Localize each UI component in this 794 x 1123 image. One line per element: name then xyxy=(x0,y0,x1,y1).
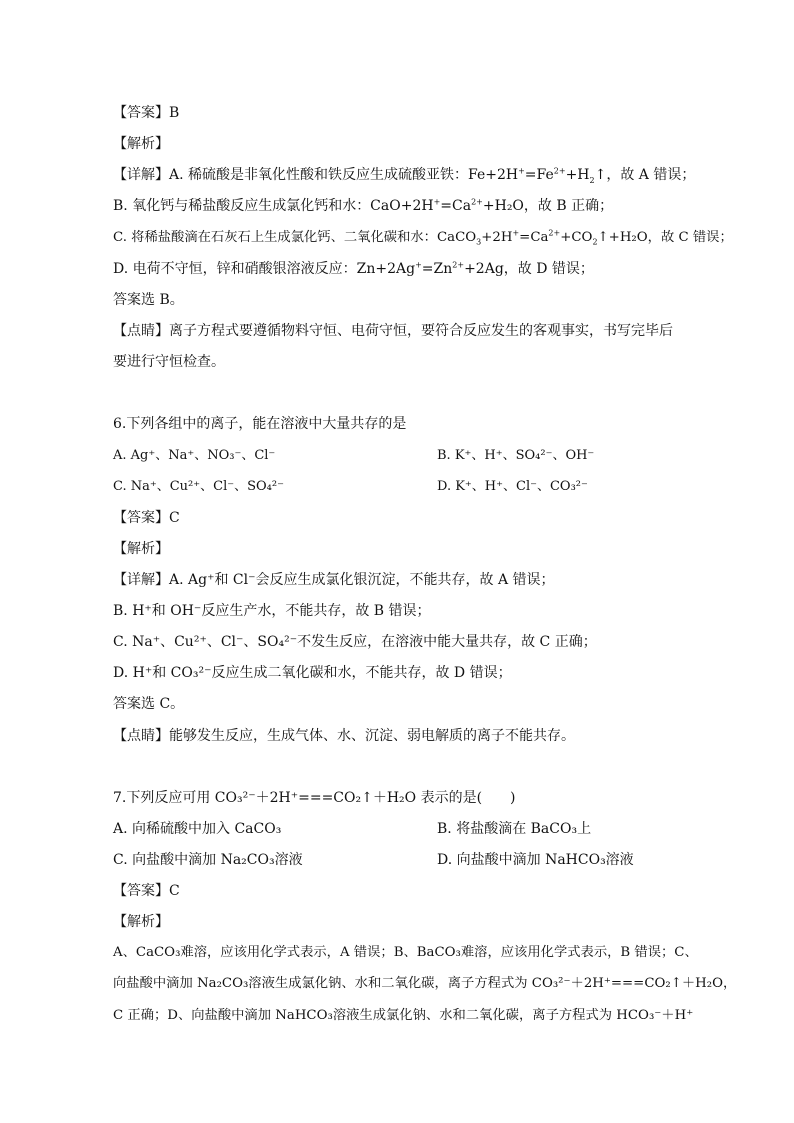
detail-text: D. 电荷不守恒，锌和硝酸银溶液反应：Zn+2Ag xyxy=(113,261,416,277)
detail-text: =Ca xyxy=(519,230,549,245)
q6-point: 【点睛】能够发生反应，生成气体、水、沉淀、弱电解质的离子不能共存。 xyxy=(113,728,575,744)
detail-text: B. 氧化钙与稀盐酸反应生成氯化钙和水：CaO+2H xyxy=(113,198,434,214)
q5-answer xyxy=(113,104,179,122)
q7-analysis-1: A、CaCO₃难溶，应该用化学式表示，A 错误；B、BaCO₃难溶，应该用化学式表示，B 错误；C、 xyxy=(113,945,698,960)
q7-answer xyxy=(113,882,180,900)
q5-detail-d: D. 电荷不守恒，锌和硝酸银溶液反应：$Zn+2Ag^+=Zn^{2+}+2Ag$，故 D 错误； xyxy=(113,260,594,277)
answer-value: B xyxy=(169,105,180,121)
answer-label: 【答案】 xyxy=(113,105,169,121)
detail-text: +2Ag，故 D 错误； xyxy=(464,261,594,277)
q6-option-b: B. K⁺、H⁺、SO₄²⁻、OH⁻ xyxy=(437,448,595,463)
detail-text: =Fe xyxy=(524,167,554,183)
q6-detail-b: B. H⁺和 OH⁻反应生产水，不能共存，故 B 错误； xyxy=(113,603,431,619)
q6-choose: 答案选 C。 xyxy=(113,696,185,712)
detail-text: +H xyxy=(565,167,590,183)
answer-label: 【答案】 xyxy=(113,883,169,899)
q7-option-c: C. 向盐酸中滴加 Na₂CO₃溶液 xyxy=(113,852,303,868)
q5-detail-c: C. 将稀盐酸滴在石灰石上生成氯化钙、二氧化碳和水：$CaCO_3+2H^+=Ca^{2+}+CO_2↑+H_2O$，故 C 错误； xyxy=(113,228,733,247)
q7-analysis-2: 向盐酸中滴加 Na₂CO₃溶液生成氯化钠、水和二氧化碳，离子方程式为 CO₃²⁻＋2H⁺===CO₂↑＋H₂O， xyxy=(113,976,737,991)
q6-option-c: C. Na⁺、Cu²⁺、Cl⁻、SO₄²⁻ xyxy=(113,479,284,494)
q6-analysis-label: 【解析】 xyxy=(113,541,169,557)
q6-detail-a: 【详解】A. Ag⁺和 Cl⁻会反应生成氯化银沉淀，不能共存，故 A 错误； xyxy=(113,572,555,588)
point-text: 离子方程式要遵循物料守恒、电荷守恒，要符合反应发生的客观事实，书写完毕后 xyxy=(169,323,673,339)
q7-option-a: A. 向稀硫酸中加入 CaCO₃ xyxy=(113,821,282,837)
q7-option-b: B. 将盐酸滴在 BaCO₃上 xyxy=(437,821,592,837)
q5-point xyxy=(113,322,673,340)
q5-analysis-label: 【解析】 xyxy=(113,136,169,152)
point-label: 【点睛】 xyxy=(113,323,169,339)
detail-text: ↑，故 A 错误； xyxy=(594,167,696,183)
detail-text: +2H xyxy=(481,230,513,245)
q5-choose: 答案选 B。 xyxy=(113,292,184,308)
q7-option-d: D. 向盐酸中滴加 NaHCO₃溶液 xyxy=(437,852,634,868)
q7-analysis-label: 【解析】 xyxy=(113,914,169,930)
q6-option-d: D. K⁺、H⁺、Cl⁻、CO₃²⁻ xyxy=(437,479,588,494)
q6-question: 6.下列各组中的离子，能在溶液中大量共存的是 xyxy=(113,416,407,432)
detail-text: =Zn xyxy=(421,261,453,277)
q5-detail-b: B. 氧化钙与稀盐酸反应生成氯化钙和水：$CaO+2H^+=Ca^{2+}+H_2O$，故 B 正确； xyxy=(113,197,614,214)
detail-text: =Ca xyxy=(440,198,472,214)
q6-answer xyxy=(113,509,180,527)
q7-analysis-3: C 正确；D、向盐酸中滴加 NaHCO₃溶液生成氯化钠、水和二氧化碳，离子方程式为 HCO₃⁻＋H⁺ xyxy=(113,1008,694,1023)
detail-label: 【详解】 xyxy=(113,167,169,183)
q5-detail-a: 【详解】A. 稀硫酸是非氧化性酸和铁反应生成硫酸亚铁：$Fe+2H^+=Fe^{2+}+H_2↑$，故 A 错误； xyxy=(113,166,696,185)
q5-point-cont: 要进行守恒检查。 xyxy=(113,354,225,370)
q6-option-a: A. Ag⁺、Na⁺、NO₃⁻、Cl⁻ xyxy=(113,448,276,463)
detail-text: ↑+H₂O，故 C 错误； xyxy=(597,230,733,245)
answer-value: C xyxy=(169,510,180,526)
detail-text: A. 稀硫酸是非氧化性酸和铁反应生成硫酸亚铁：Fe+2H xyxy=(169,167,519,183)
detail-text: C. 将稀盐酸滴在石灰石上生成氯化钙、二氧化碳和水：CaCO xyxy=(113,230,477,245)
q7-question: 7.下列反应可用 CO₃²⁻＋2H⁺===CO₂↑＋H₂O 表示的是( ) xyxy=(113,790,516,806)
detail-text: +H₂O，故 B 正确； xyxy=(482,198,614,214)
detail-text: +CO xyxy=(560,230,593,245)
answer-value: C xyxy=(169,883,180,899)
answer-label: 【答案】 xyxy=(113,510,169,526)
q6-detail-d: D. H⁺和 CO₃²⁻反应生成二氧化碳和水，不能共存，故 D 错误； xyxy=(113,665,512,681)
q6-detail-c: C. Na⁺、Cu²⁺、Cl⁻、SO₄²⁻不发生反应，在溶液中能大量共存，故 C 正确； xyxy=(113,634,597,650)
